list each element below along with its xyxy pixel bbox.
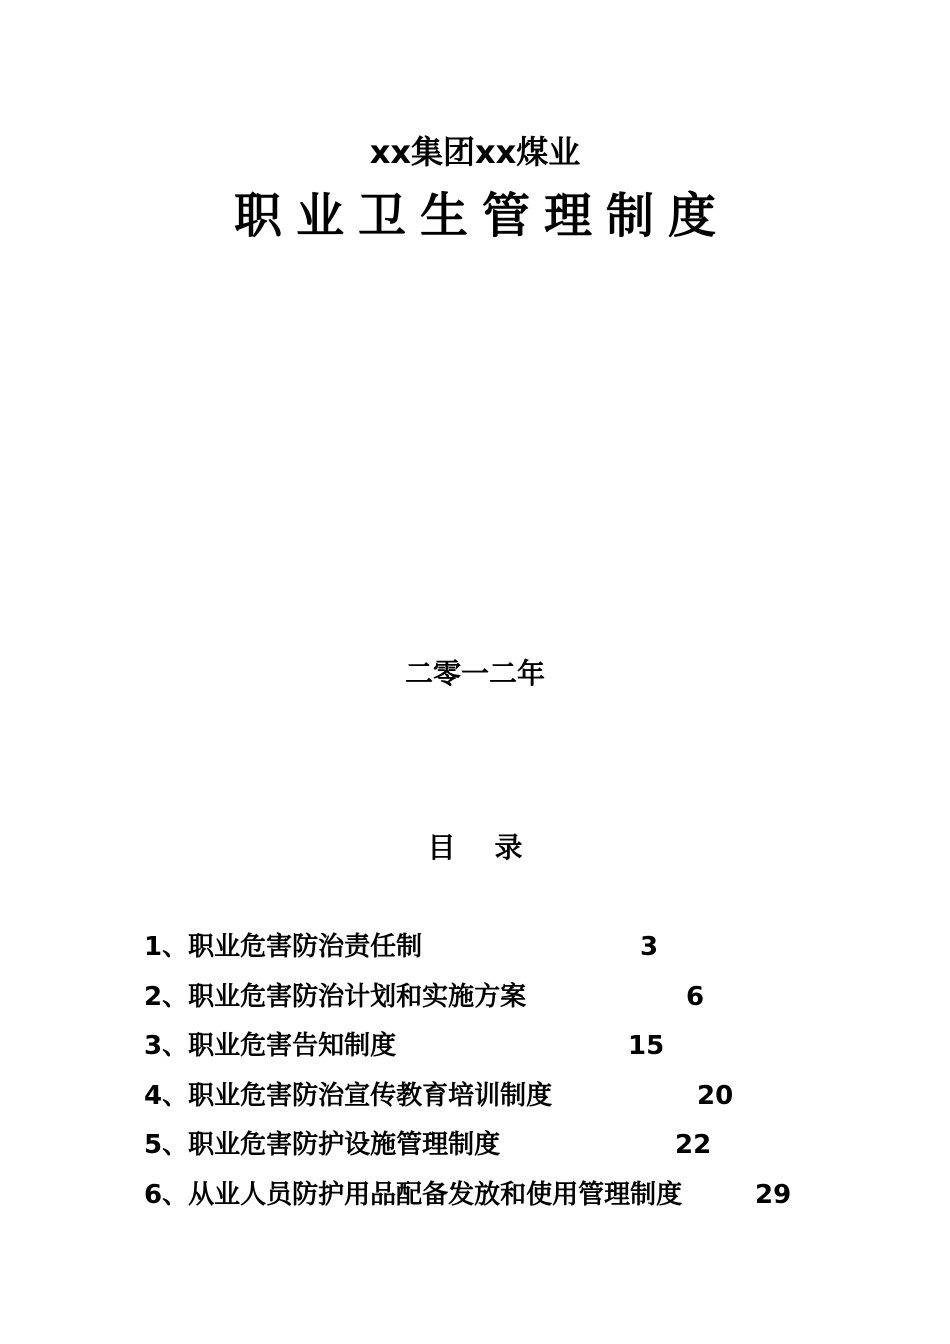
document-title: 职业卫生管理制度 — [233, 188, 730, 244]
toc-item[interactable] — [144, 924, 844, 974]
toc-item[interactable] — [144, 1172, 844, 1222]
toc-item-label: 3、职业危害告知制度 — [144, 1031, 397, 1062]
organization-name: xx集团xx煤业 — [369, 133, 581, 171]
toc-item[interactable] — [144, 1122, 844, 1172]
toc-item-page: 15 — [628, 1031, 665, 1062]
toc-item-label: 1、职业危害防治责任制 — [144, 932, 423, 962]
toc-item[interactable] — [144, 1073, 844, 1123]
toc-item-page: 20 — [697, 1080, 734, 1111]
toc-item-page: 22 — [675, 1130, 712, 1161]
toc-item-label: 4、职业危害防治宣传教育培训制度 — [144, 1080, 553, 1111]
toc-item-label: 5、职业危害防护设施管理制度 — [144, 1130, 501, 1161]
table-of-contents — [144, 924, 844, 1222]
toc-item[interactable] — [144, 974, 844, 1024]
toc-item-page: 3 — [640, 932, 659, 962]
toc-item[interactable] — [144, 1023, 844, 1073]
toc-item-page: 6 — [686, 981, 705, 1012]
toc-item-label: 6、从业人员防护用品配备发放和使用管理制度 — [144, 1179, 683, 1210]
toc-item-label: 2、职业危害防治计划和实施方案 — [144, 981, 527, 1012]
toc-heading: 目 录 — [427, 831, 523, 864]
toc-item-page: 29 — [755, 1179, 792, 1210]
document-year: 二零一二年 — [404, 657, 545, 690]
